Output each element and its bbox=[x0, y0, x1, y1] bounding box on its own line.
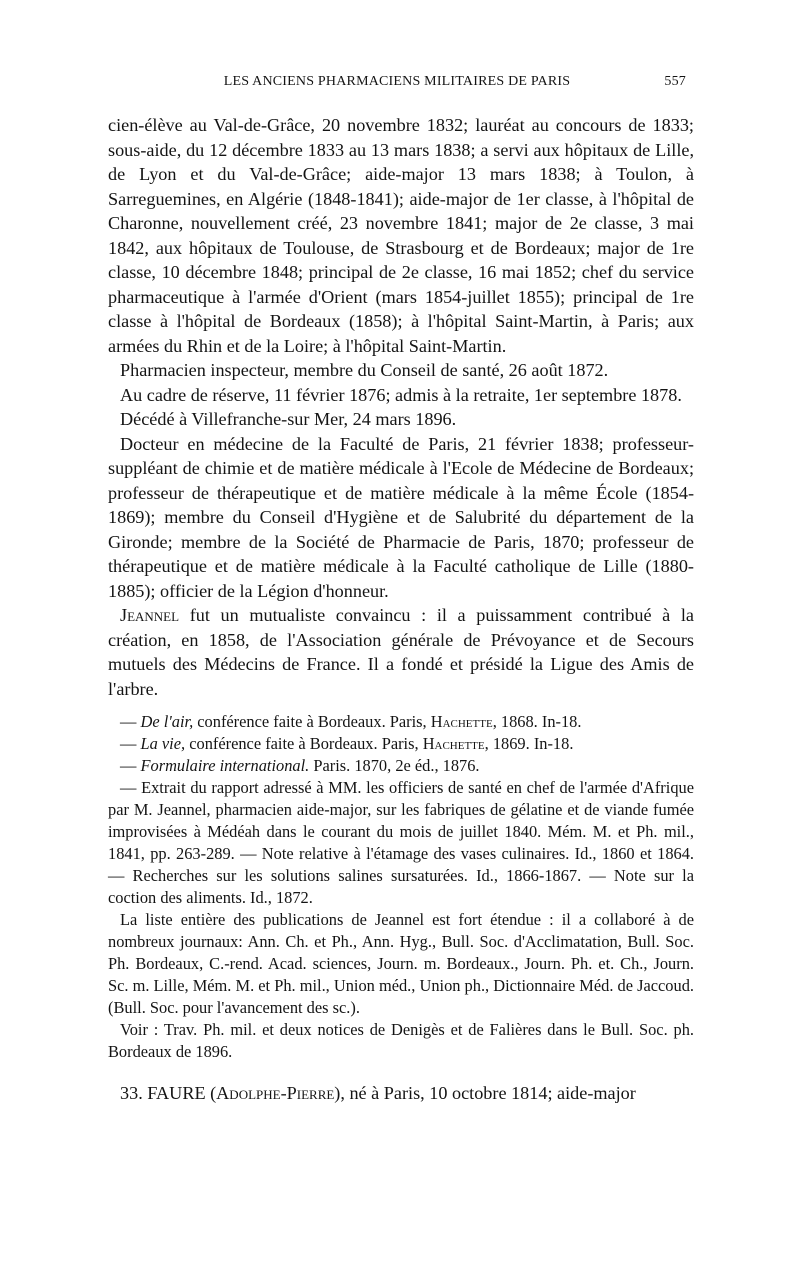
page-number: 557 bbox=[664, 74, 686, 89]
entry-text: , né à Paris, 10 octobre 1814; aide-major bbox=[340, 1083, 636, 1103]
paragraph-career: cien-élève au Val-de-Grâce, 20 novembre 1832; lauréat au concours de 1833; sous-aide, du 12 décembre 1833 au 13 mars 1838; a servi aux hôpitaux de Lille, de Lyon et du Val-de-Grâce; aide-major 13 mars 1838; à Toulon, à Sarreguemines, en Algérie (1848-1841); aide-major de 1er classe, à l'hôpital de Charonne, nouvellement créé, 23 novembre 1841; major de 2e classe, 3 mai 1842, aux hôpitaux de Toulouse, de Strasbourg et de Bordeaux; major de 1re classe, 10 décembre 1848; principal de 2e classe, 16 mai 1852; chef du service pharmaceutique à l'armée d'Orient (mars 1854-juillet 1855); principal de 1re classe à l'hôpital de Bordeaux (1858); à l'hôpital Saint-Martin, à Paris; aux armées du Rhin et de la Loire; à l'hôpital Saint-Martin. bbox=[108, 115, 694, 356]
publisher: Hachette bbox=[430, 712, 493, 731]
publications-block bbox=[108, 711, 694, 1063]
publication-title: La vie, bbox=[140, 734, 186, 753]
entry-surname: FAURE bbox=[147, 1083, 206, 1103]
publication-text: Extrait du rapport adressé à MM. les officiers de santé en chef de l'armée d'Afrique par M. Jeannel, pharmacien aide-major, sur les fabriques de gélatine et de viande fumée improvisées à Médéah dans le courant du mois de juillet 1840. Mém. M. et Ph. mil., 1841, pp. 263-289. — Note relative à l'étamage des vases culinaires. Id., 1860 et 1864. — Recherches sur les solutions salines sursaturées. Id., 1866-1867. — Note sur la coction des aliments. Id., 1872. bbox=[108, 778, 694, 907]
person-name: Jeannel bbox=[120, 605, 180, 625]
entry-number: 33. bbox=[120, 1083, 143, 1103]
main-text bbox=[108, 113, 694, 701]
publication-item: — De l'air, conférence faite à Bordeaux. Paris, Hachette, 1868. In-18. bbox=[120, 712, 582, 731]
paragraph-reserve: Au cadre de réserve, 11 février 1876; admis à la retraite, 1er septembre 1878. bbox=[120, 384, 682, 405]
mutualiste-text: fut un mutualiste convaincu : il a puissamment contribué à la création, en 1858, de l'Association générale de Prévoyance et de Secours mutuels des Médecins de France. Il a fondé et présidé la Ligue des Amis de l'arbre. bbox=[108, 605, 695, 699]
running-header bbox=[108, 74, 686, 100]
publication-item: — La vie, conférence faite à Bordeaux. Paris, Hachette, 1869. In-18. bbox=[120, 734, 574, 753]
publication-text: Paris. 1870, 2e éd., 1876. bbox=[309, 756, 480, 775]
publication-text: conférence faite à Bordeaux. Paris, bbox=[185, 734, 423, 753]
publication-list-note: La liste entière des publications de Jeannel est fort étendue : il a collaboré à de nombreux journaux: Ann. Ch. et Ph., Ann. Hyg., Bull. Soc. d'Acclimatation, Bull. Soc. Ph. Bordeaux, C.-rend. Acad. sciences, Journ. m. Bordeaux., Journ. Ph. et. Ch., Journ. Sc. m. Lille, Mém. M. et Ph. mil., Union méd., Union ph., Dictionnaire Méd. de Jaccoud. (Bull. Soc. pour l'avancement des sc.). bbox=[108, 910, 694, 1017]
next-entry bbox=[108, 1080, 694, 1106]
publication-title: Formulaire international. bbox=[140, 756, 310, 775]
entry-forenames: (Adolphe-Pierre) bbox=[210, 1083, 341, 1103]
publication-text: , 1869. In-18. bbox=[484, 734, 574, 753]
paragraph-docteur: Docteur en médecine de la Faculté de Paris, 21 février 1838; professeur-suppléant de chimie et de matière médicale à l'Ecole de Médecine de Bordeaux; professeur de thérapeutique et de matière médicale à la même École (1854-1869); membre du Conseil d'Hygiène et de Salubrité du département de la Gironde; membre de la Société de Pharmacie de Paris, 1870; professeur de thérapeutique et de matière médicale à la Faculté catholique de Lille (1880-1885); officier de la Légion d'honneur. bbox=[108, 433, 694, 601]
publication-title: De l'air, bbox=[140, 712, 194, 731]
see-also-note: Voir : Trav. Ph. mil. et deux notices de Denigès et de Falières dans le Bull. Soc. ph. Bordeaux de 1896. bbox=[108, 1020, 694, 1061]
publication-text: conférence faite à Bordeaux. Paris, bbox=[193, 712, 431, 731]
paragraph-inspecteur: Pharmacien inspecteur, membre du Conseil de santé, 26 août 1872. bbox=[120, 360, 609, 380]
publication-text: , 1868. In-18. bbox=[492, 712, 582, 731]
publisher: Hachette bbox=[422, 734, 485, 753]
paragraph-deces: Décédé à Villefranche-sur Mer, 24 mars 1896. bbox=[120, 409, 457, 429]
running-title: LES ANCIENS PHARMACIENS MILITAIRES DE PARIS bbox=[223, 74, 571, 89]
publication-item: — Extrait du rapport adressé à MM. les officiers de santé en chef de l'armée d'Afrique par M. Jeannel, pharmacien aide-major, sur les fabriques de gélatine et de viande fumée improvisées à Médéah dans le courant du mois de juillet 1840. Mém. M. et Ph. mil., 1841, pp. 263-289. — Note relative à l'étamage des vases culinaires. Id., 1860 et 1864. — Recherches sur les solutions salines sursaturées. Id., 1866-1867. — Note sur la coction des aliments. Id., 1872. bbox=[108, 778, 694, 907]
paragraph-mutualiste bbox=[108, 603, 694, 701]
publication-item: — Formulaire international. Paris. 1870, 2e éd., 1876. bbox=[120, 756, 480, 775]
